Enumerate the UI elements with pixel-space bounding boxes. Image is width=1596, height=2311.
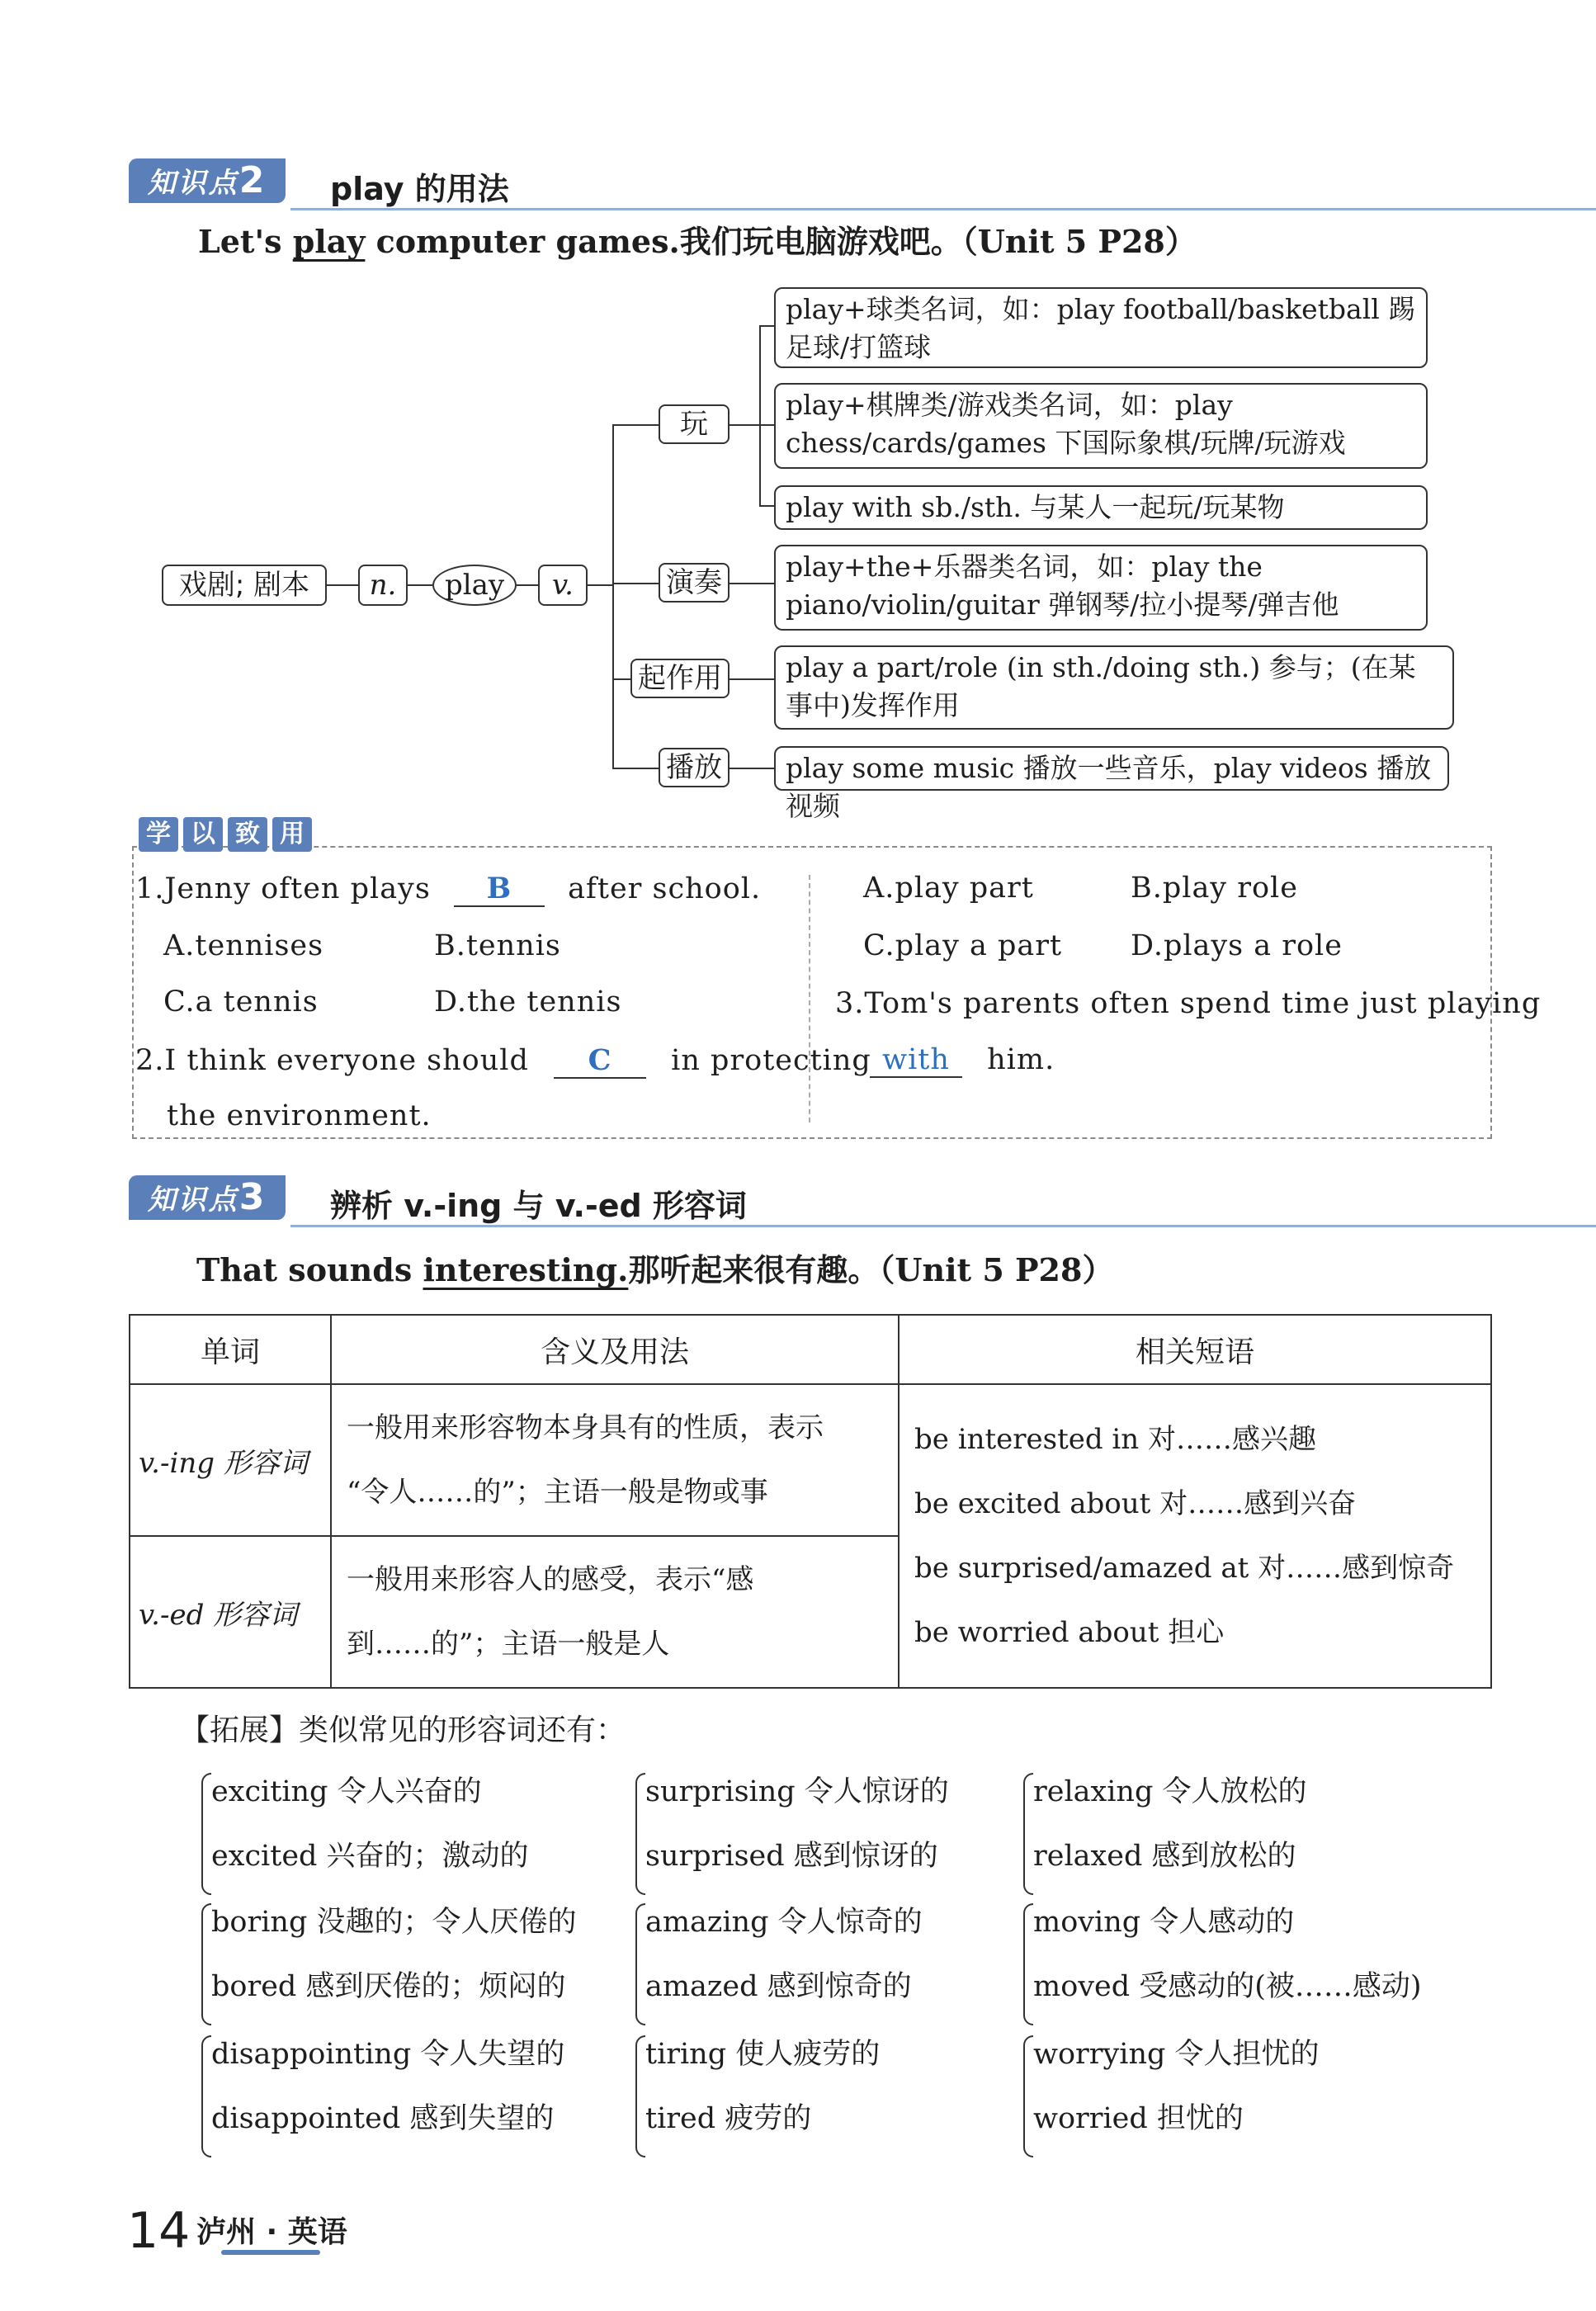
branch-label-role: 起作用: [630, 659, 730, 698]
example-sentence: Let's play computer games.我们玩电脑游戏吧。（Unit 5 P28）: [198, 223, 1197, 260]
section-divider: [290, 1225, 1596, 1227]
option: A.tennises: [163, 929, 324, 962]
phrase: be excited about 对……感到兴奋: [914, 1487, 1357, 1520]
adjective-pair: relaxing 令人放松的 relaxed 感到放松的: [1033, 1775, 1307, 1873]
page-number: 14: [127, 2202, 191, 2260]
answer-blank: C: [554, 1043, 646, 1079]
connector: [730, 424, 759, 426]
adjective-pair: tiring 使人疲劳的 tired 疲劳的: [645, 2038, 881, 2135]
phrases-cell: [899, 1384, 1491, 1688]
adjective-pair: disappointing 令人失望的 disappointed 感到失望的: [211, 2038, 565, 2135]
verb-pos-node: v.: [538, 565, 588, 606]
phrase: be interested in 对……感兴趣: [914, 1423, 1317, 1456]
option: C.a tennis: [163, 985, 319, 1018]
example-sentence: That sounds interesting.那听起来很有趣。（Unit 5 P28）: [196, 1251, 1114, 1288]
branch-label-broadcast: 播放: [659, 748, 730, 787]
noun-meaning-node: 戏剧; 剧本: [162, 565, 327, 606]
option: A.play part: [863, 872, 1034, 905]
word-cell: v.-ing 形容词: [130, 1384, 331, 1536]
adjective-pair: exciting 令人兴奋的 excited 兴奋的；激动的: [211, 1775, 529, 1873]
option: B.play role: [1131, 872, 1298, 905]
connector: [327, 584, 358, 586]
branch-label-perform: 演奏: [659, 563, 730, 603]
sub-trunk: [759, 325, 761, 505]
section-3-header: [129, 1175, 1499, 1223]
knowledge-point-badge: 知识点2: [129, 158, 286, 203]
table-header: 单词: [130, 1315, 331, 1384]
comparison-table: [129, 1314, 1492, 1689]
option: C.play a part: [863, 929, 1063, 962]
answer-blank: with: [870, 1043, 962, 1078]
adjective-pair: surprising 令人惊讶的 surprised 感到惊讶的: [645, 1775, 949, 1873]
brace-icon: [1023, 1773, 1033, 1895]
practice-divider: [809, 875, 810, 1122]
answer-blank: B: [454, 872, 545, 907]
brace-icon: [635, 1903, 645, 2025]
adjective-pair: amazing 令人惊奇的 amazed 感到惊奇的: [645, 1906, 923, 2003]
play-center-node: play: [432, 565, 517, 606]
footer-title: 泸州 · 英语: [196, 2215, 347, 2249]
brace-icon: [635, 2035, 645, 2157]
section-title: play 的用法: [330, 171, 509, 207]
connector: [730, 678, 774, 680]
brace-icon: [201, 1903, 211, 2025]
connector: [588, 584, 612, 586]
noun-pos-node: n.: [358, 565, 408, 606]
brace-icon: [1023, 1903, 1033, 2025]
usage-box-board-games: play+棋牌类/游戏类名词，如：play chess/cards/games 下国际象棋/玩牌/玩游戏: [774, 383, 1428, 469]
connector: [408, 584, 432, 586]
connector: [730, 768, 774, 769]
section-divider: [290, 208, 1596, 210]
extension-title: 【拓展】类似常见的形容词还有：: [180, 1713, 626, 1747]
question-2-continued: the environment.: [167, 1099, 432, 1132]
branch-trunk: [612, 424, 614, 769]
question-3: 3.Tom's parents often spend time just playing: [835, 987, 1542, 1020]
branch-label-play: 玩: [659, 404, 730, 444]
brace-icon: [201, 2035, 211, 2157]
section-title: 辨析 v.-ing 与 v.-ed 形容词: [330, 1188, 747, 1224]
connector: [612, 678, 630, 680]
brace-icon: [1023, 2035, 1033, 2157]
connector: [759, 325, 774, 327]
phrase: be surprised/amazed at 对……感到惊奇: [914, 1552, 1455, 1585]
table-header-row: [130, 1315, 1491, 1384]
connector: [612, 424, 659, 426]
connector: [759, 505, 774, 507]
table-header: 相关短语: [899, 1315, 1491, 1384]
adjective-pair: moving 令人感动的 moved 受感动的(被……感动): [1033, 1906, 1422, 2003]
adjective-pair: worrying 令人担忧的 worried 担忧的: [1033, 2038, 1320, 2135]
knowledge-point-badge: 知识点3: [129, 1175, 286, 1220]
option: D.the tennis: [434, 985, 622, 1018]
question-1: 1.Jenny often plays B after school.: [135, 872, 762, 905]
footer-accent: [221, 2250, 320, 2255]
option: B.tennis: [434, 929, 561, 962]
connector: [730, 583, 774, 584]
table-header: 含义及用法: [331, 1315, 899, 1384]
question-2: 2.I think everyone should C in protecting: [135, 1043, 871, 1077]
phrase: be worried about 担心: [914, 1616, 1225, 1649]
brace-icon: [635, 1773, 645, 1895]
word-cell: v.-ed 形容词: [130, 1536, 331, 1688]
connector: [612, 768, 659, 769]
section-2-header: [129, 158, 1499, 206]
usage-box-play-music: play some music 播放一些音乐，play videos 播放视频: [774, 746, 1449, 791]
adjective-pair: boring 没趣的；令人厌倦的 bored 感到厌倦的；烦闷的: [211, 1906, 577, 2003]
practice-badge: 学 以 致 用: [139, 817, 317, 855]
usage-box-play-with: play with sb./sth. 与某人一起玩/玩某物: [774, 485, 1428, 530]
usage-cell: 一般用来形容人的感受，表示“感 到……的”；主语一般是人: [331, 1536, 899, 1688]
usage-cell: 一般用来形容物本身具有的性质，表示 “令人……的”；主语一般是物或事: [331, 1384, 899, 1536]
connector: [612, 583, 659, 584]
usage-box-ball-games: play+球类名词，如：play football/basketball 踢足球/打篮球: [774, 287, 1428, 368]
table-row: [130, 1384, 1491, 1536]
usage-box-instruments: play+the+乐器类名词，如：play the piano/violin/guitar 弹钢琴/拉小提琴/弹吉他: [774, 545, 1428, 631]
connector: [517, 584, 538, 586]
brace-icon: [201, 1773, 211, 1895]
connector: [759, 424, 774, 426]
question-3-continued: with him.: [870, 1043, 1055, 1078]
option: D.plays a role: [1131, 929, 1343, 962]
usage-box-play-a-part: play a part/role (in sth./doing sth.) 参与；(在某事中)发挥作用: [774, 645, 1454, 730]
